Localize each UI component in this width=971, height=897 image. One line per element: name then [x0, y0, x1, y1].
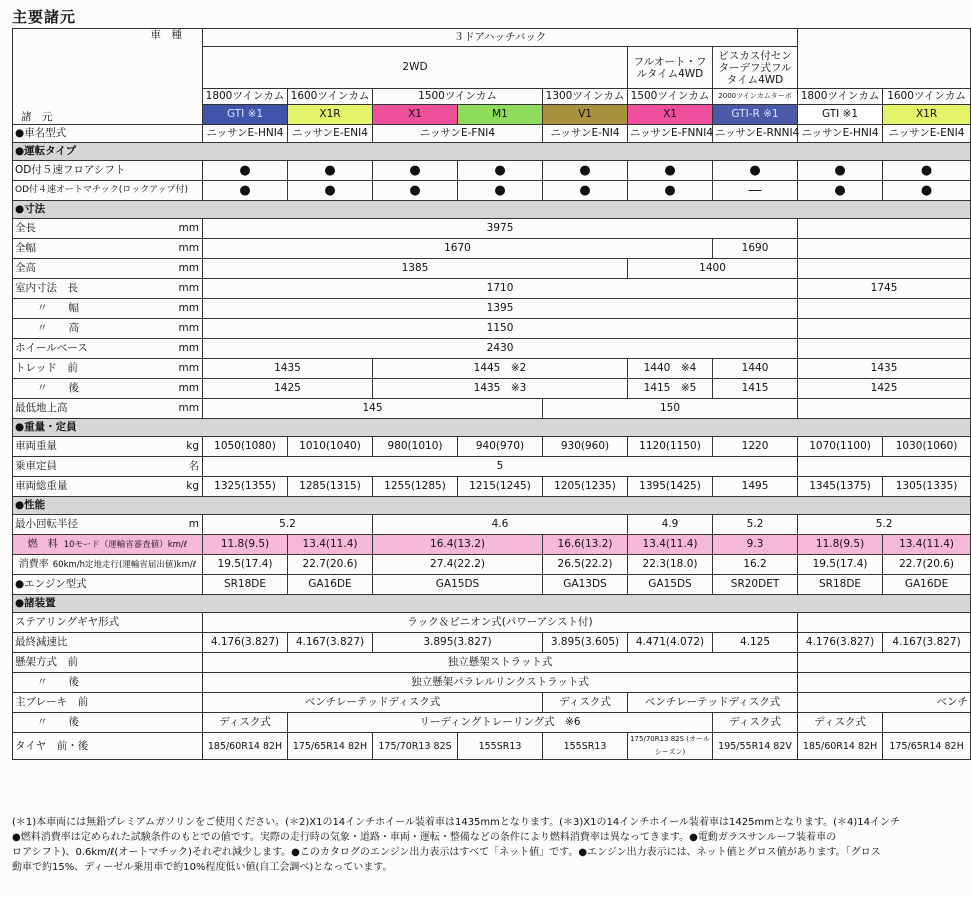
vehicle-type-label: 車 種 — [13, 29, 203, 89]
row-final-ratio: 最終減速比 4.176(3.827) 4.167(3.827) 3.895(3.827) 3.895(3.605) 4.471(4.072) 4.125 4.176(3.827) 4.167(3.827) — [13, 633, 971, 653]
row-tire: タイヤ 前・後 185/60R14 82H 175/65R14 82H 175/70R13 82S 155SR13 155SR13 175/70R13 82S (オールシーズン) 195/55R14 82V 185/60R14 82H 175/65R14 82H — [13, 733, 971, 760]
row-tread-rear: 〃 後 mm 1425 1435 ※3 1415 ※5 1415 1425 — [13, 379, 971, 399]
row-susp-rear: 〃 後 独立懸架パラレルリンクストラット式 — [13, 673, 971, 693]
row-tread-front: トレッド 前 mm 1435 1445 ※2 1440 ※4 1440 1435 — [13, 359, 971, 379]
row-at: OD付４速オートマチック(ロックアップ付) ● ● ● ● ● ● ― ● ● — [13, 181, 971, 201]
engine-8: 1600ツインカム — [883, 89, 971, 105]
row-width: 全幅 mm 1670 1690 — [13, 239, 971, 259]
drive-2wd: 2WD — [203, 47, 628, 89]
section-performance: ●性能 — [13, 497, 971, 515]
row-length: 全長 mm 3975 — [13, 219, 971, 239]
engine-6: 2000ツインカムターボ — [713, 89, 798, 105]
engine-3: 1500ツインカム — [373, 89, 543, 105]
row-fuel-60kmh: 消費率 60km/h定地走行(運輸省届出値)km/ℓ 19.5(17.4) 22.7(20.6) 27.4(22.2) 26.5(22.2) 22.3(18.0) 16.2 19.5(17.4) 22.7(20.6) — [13, 555, 971, 575]
row-fuel-10mode: 燃 料 10モード（運輸省審査値）km/ℓ 11.8(9.5) 13.4(11.4) 16.4(13.2) 16.6(13.2) 13.4(11.4) 9.3 11.8(9.5) 13.4(11.4) — [13, 535, 971, 555]
row-susp-front: 懸架方式 前 独立懸架ストラット式 — [13, 653, 971, 673]
row-height: 全高 mm 1385 1400 — [13, 259, 971, 279]
section-dims: ●寸法 — [13, 201, 971, 219]
header-row-body — [13, 29, 971, 47]
drive-4wd: フルオート・フルタイム4WD — [628, 47, 713, 89]
row-steering: ステアリングギヤ形式 ラック＆ピニオン式(パワーアシスト付) — [13, 613, 971, 633]
note-line: ロアシフト)、0.6km/ℓ(オートマチック)それぞれ減少します。●このカタログのエンジン出力表示はすべて「ネット値」です。●エンジン出力表示には、ネット値とグロス値があります。「グロス — [12, 847, 881, 858]
row-turning: 最小回転半径 m 5.2 4.6 4.9 5.2 5.2 — [13, 515, 971, 535]
body-type: ３ドアハッチバック — [203, 29, 798, 47]
row-model: ●車名型式 ニッサンE-HNI4 ニッサンE-ENI4 ニッサンE-FNI4 ニッサンE-NI4 ニッサンE-FNNI4 ニッサンE-RNNI4 ニッサンE-HNI4 ニッサンE-ENI4 — [13, 125, 971, 143]
row-weight: 車両重量 kg 1050(1080) 1010(1040) 980(1010) 940(970) 930(960) 1120(1150) 1220 1070(1100) 1030(1060) — [13, 437, 971, 457]
note-line: ●燃料消費率は定められた試験条件のもとでの値です。実際の走行時の気象・道路・車両・運転・整備などの条件により燃料消費率は異なってきます。●電動ガラスサンルーフ装着車の — [12, 832, 837, 843]
engine-2: 1600ツインカム — [288, 89, 373, 105]
engine-7: 1800ツインカム — [798, 89, 883, 105]
row-room-height: 〃 高 mm 1150 — [13, 319, 971, 339]
note-line: (＊1)本車両には無鉛プレミアムガソリンをご使用ください。(＊2)X1の14インチホイール装着車は1435mmとなります。(＊3)X1の14インチホイール装着車は1425mmとなります。(＊4)14インチ — [12, 817, 901, 828]
grade-gti: GTI ※1 — [203, 105, 288, 125]
specs-label: 諸 元 — [13, 89, 203, 125]
grade-x1r: X1R — [288, 105, 373, 125]
row-brake-front: 主ブレーキ 前 ベンチレーテッドディスク式 ディスク式 ベンチレーテッドディスク式 ベンチ — [13, 693, 971, 713]
footnotes — [12, 815, 960, 875]
grade-x1-4wd: X1 — [628, 105, 713, 125]
grade-x1r-2: X1R — [883, 105, 971, 125]
grade-gti-r: GTI-R ※1 — [713, 105, 798, 125]
page-title: 主要諸元 — [12, 8, 77, 26]
grade-x1: X1 — [373, 105, 458, 125]
section-weight: ●重量・定員 — [13, 419, 971, 437]
row-engine: ●エンジン型式 SR18DE GA16DE GA15DS GA13DS GA15DS SR20DET SR18DE GA16DE — [13, 575, 971, 595]
row-capacity: 乗車定員 名 5 — [13, 457, 971, 477]
header-row-engine — [13, 89, 971, 105]
row-room-width: 〃 幅 mm 1395 — [13, 299, 971, 319]
engine-5: 1500ツインカム — [628, 89, 713, 105]
row-clearance: 最低地上高 mm 145 150 — [13, 399, 971, 419]
drive-center-4wd: ビスカス付センターデフ式フルタイム4WD — [713, 47, 798, 89]
section-drive: ●運転タイプ — [13, 143, 971, 161]
note-line: 動車で約15%、ディーゼル乗用車で約10%程度低い値(自工会調べ)となっています。 — [12, 862, 393, 873]
engine-4: 1300ツインカム — [543, 89, 628, 105]
grade-gti-2: GTI ※1 — [798, 105, 883, 125]
row-brake-rear: 〃 後 ディスク式 リーディングトレーリング式 ※6 ディスク式 ディスク式 — [13, 713, 971, 733]
row-gross: 車両総重量 kg 1325(1355) 1285(1315) 1255(1285) 1215(1245) 1205(1235) 1395(1425) 1495 1345(1375) 1305(1335) — [13, 477, 971, 497]
grade-m1: M1 — [458, 105, 543, 125]
spec-table — [12, 28, 971, 760]
row-room-length: 室内寸法 長 mm 1710 1745 — [13, 279, 971, 299]
grade-v1: V1 — [543, 105, 628, 125]
row-wheelbase: ホイールベース mm 2430 — [13, 339, 971, 359]
section-equipment: ●諸装置 — [13, 595, 971, 613]
engine-1: 1800ツインカム — [203, 89, 288, 105]
row-mt: OD付５速フロアシフト ● ● ● ● ● ● ● ● ● — [13, 161, 971, 181]
